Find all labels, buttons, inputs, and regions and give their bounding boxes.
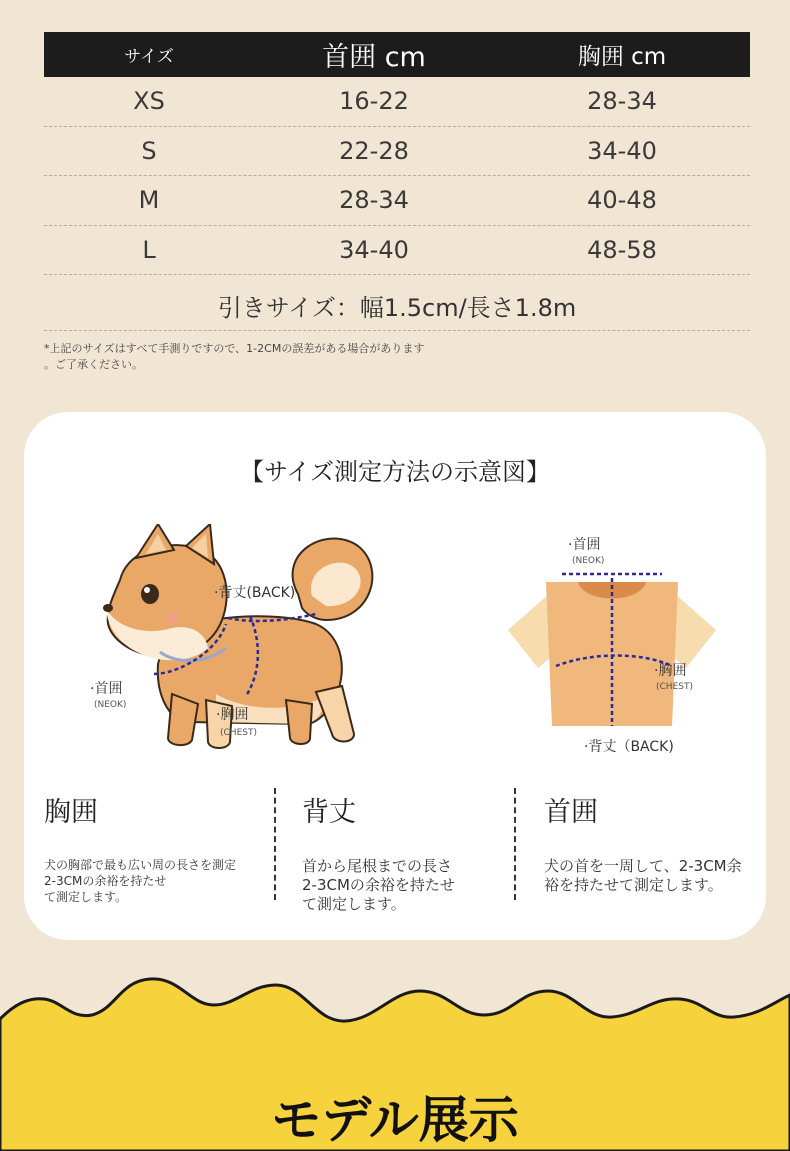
model-showcase-title: モデル展示 <box>271 1091 519 1149</box>
dog-back-label: ·背丈(BACK) <box>214 585 296 601</box>
header-size: サイズ <box>124 47 174 67</box>
size-table-header <box>44 32 750 77</box>
header-chest: 胸囲 cm <box>577 44 667 70</box>
chest-cell: 28-34 <box>587 87 657 116</box>
measurement-note <box>44 341 484 373</box>
table-row <box>44 77 750 127</box>
chest-cell: 40-48 <box>587 186 657 215</box>
chest-cell: 48-58 <box>587 235 657 264</box>
dog-neck-label: ·首囲 <box>90 681 123 697</box>
shirt-neck-en-label: (NEOK) <box>572 556 605 566</box>
size-cell: XS <box>133 87 165 116</box>
note-line-2: 。ご了承ください。 <box>44 358 143 371</box>
divider <box>514 788 516 900</box>
pull-size-text: 引きサイズ：幅1.5cm/長さ1.8m <box>44 281 750 331</box>
neck-description <box>544 790 764 895</box>
dog-chest-label: ·胸囲 <box>216 707 249 723</box>
dog-shirt-icon <box>502 530 742 760</box>
neck-cell: 28-34 <box>339 186 409 215</box>
back-description <box>302 790 502 914</box>
table-row <box>44 127 750 177</box>
chest-cell: 34-40 <box>587 136 657 165</box>
shirt-neck-label: ·首囲 <box>568 537 601 553</box>
back-text-2: 2-3CMの余裕を持たせ <box>302 876 455 894</box>
chest-description <box>44 790 254 905</box>
measurement-card <box>24 412 766 940</box>
header-neck: 首囲 cm <box>322 42 426 73</box>
neck-cell: 16-22 <box>339 87 409 116</box>
neck-title: 首囲 <box>544 797 598 828</box>
back-title: 背丈 <box>302 797 356 828</box>
shirt-back-label: ·背丈（BACK) <box>584 739 674 755</box>
shirt-chest-label: ·胸囲 <box>654 663 687 679</box>
size-cell: S <box>141 136 157 165</box>
size-table <box>44 32 750 275</box>
chest-text-3: て測定します。 <box>44 890 128 904</box>
shirt-chest-en-label: (CHEST) <box>656 682 693 692</box>
note-line-1: *上記のサイズはすべて手測りですので、1-2CMの誤差がある場合があります <box>44 342 425 355</box>
chest-text-1: 犬の胸部で最も広い周の長さを測定 <box>44 858 237 872</box>
table-row <box>44 226 750 276</box>
chest-text-2: 2-3CMの余裕を持たせ <box>44 874 167 888</box>
table-row <box>44 176 750 226</box>
size-cell: L <box>142 235 156 264</box>
back-text-3: て測定します。 <box>302 895 406 913</box>
neck-text-2: 裕を持たせて測定します。 <box>544 876 723 894</box>
divider <box>274 788 276 900</box>
shirt-illustration <box>502 530 742 760</box>
neck-text-1: 犬の首を一周して、2-3CM余 <box>544 857 742 875</box>
chest-title: 胸囲 <box>44 797 98 828</box>
dog-neck-en-label: (NEOK) <box>94 700 127 710</box>
size-cell: M <box>138 186 160 215</box>
neck-cell: 22-28 <box>339 136 409 165</box>
dog-chest-en-label: (CHEST) <box>220 728 257 738</box>
back-text-1: 首から尾根までの長さ <box>302 857 453 875</box>
neck-cell: 34-40 <box>339 235 409 264</box>
diagram-title: 【サイズ測定方法の示意図】 <box>239 458 551 486</box>
